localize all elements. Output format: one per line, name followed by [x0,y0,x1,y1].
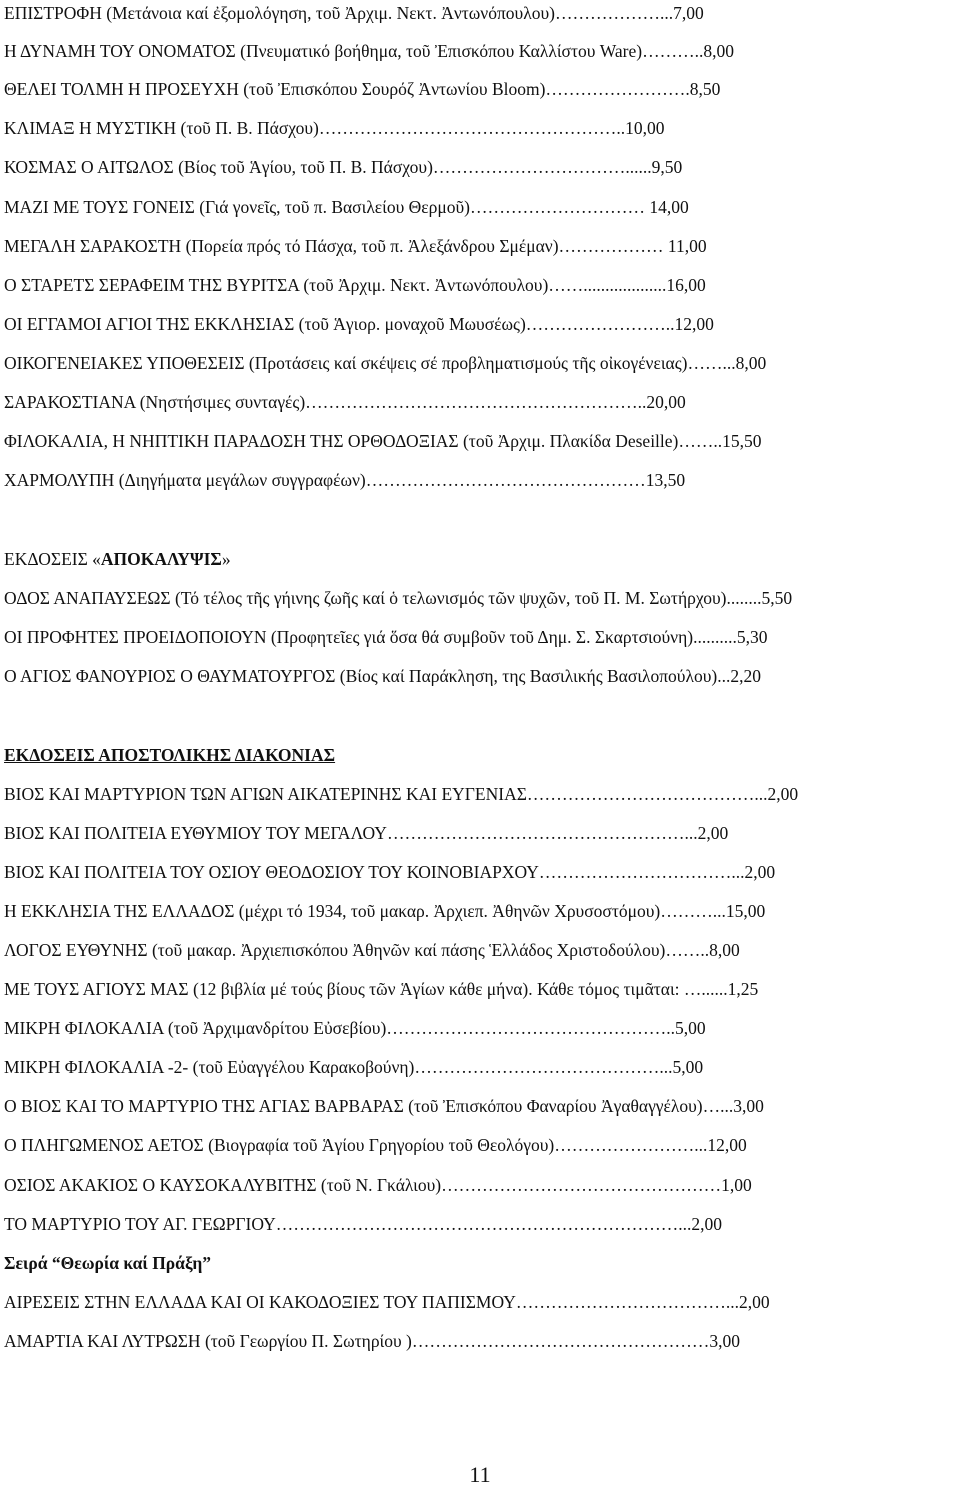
catalog-entry: ΜΕΓΑΛΗ ΣΑΡΑΚΟΣΤΗ (Πορεία πρός τό Πάσχα, τοῦ π. Ἀλεξάνδρου Σμέμαν)……………… 11,00 [4,236,707,256]
catalog-entry: ΘΕΛΕΙ ΤΟΛΜΗ Η ΠΡΟΣΕΥΧΗ (τοῦ Ἐπισκόπου Σουρόζ Ἀντωνίου Bloom)…………………….8,50 [4,79,721,99]
catalog-entry: ΤΟ ΜΑΡΤΥΡΙΟ ΤΟΥ ΑΓ. ΓΕΩΡΓΙΟΥ……………………………………………………………...2,00 [4,1214,722,1234]
heading-prefix: ΕΚΔΟΣΕΙΣ « [4,549,101,569]
catalog-entry: ΛΟΓΟΣ ΕΥΘΥΝΗΣ (τοῦ μακαρ. Ἀρχιεπισκόπου Ἀθηνῶν καί πάσης Ἑλλάδος Χριστοδούλου)……..8,00 [4,940,740,960]
page-number: 11 [469,1462,491,1487]
catalog-entry: Ο ΑΓΙΟΣ ΦΑΝΟΥΡΙΟΣ Ο ΘΑΥΜΑΤΟΥΡΓΟΣ (Βίος καί Παράκληση, της Βασιλικής Βασιλοπούλου)...2,20 [4,666,761,686]
catalog-entry: ΚΛΙΜΑΞ Η ΜΥΣΤΙΚΗ (τοῦ Π. Β. Πάσχου)……………………………………………..10,00 [4,118,665,138]
heading-publisher-name: ΑΠΟΚΑΛΥΨΙΣ [100,549,222,569]
catalog-entry: ΟΙ ΠΡΟΦΗΤΕΣ ΠΡΟΕΙΔΟΠΟΙΟΥΝ (Προφητεῖες γιά ὅσα θά συμβοῦν τοῦ Δημ. Σ. Σκαρτσιούνη)..........5,30 [4,627,768,647]
catalog-entry: ΑΙΡΕΣΕΙΣ ΣΤΗΝ ΕΛΛΑΔΑ ΚΑΙ ΟΙ ΚΑΚΟΔΟΞΙΕΣ ΤΟΥ ΠΑΠΙΣΜΟΥ………………………………...2,00 [4,1292,770,1312]
catalog-entry: ΟΙ ΕΓΓΑΜΟΙ ΑΓΙΟΙ ΤΗΣ ΕΚΚΛΗΣΙΑΣ (τοῦ Ἁγιορ. μοναχοῦ Μωυσέως)……………………..12,00 [4,314,714,334]
catalog-entry: ΧΑΡΜΟΛΥΠΗ (Διηγήματα μεγάλων συγγραφέων)…………………………………………13,50 [4,470,686,490]
catalog-entry: ΒΙΟΣ ΚΑΙ ΜΑΡΤΥΡΙΟΝ ΤΩΝ ΑΓΙΩΝ ΑΙΚΑΤΕΡΙΝΗΣ ΚΑΙ ΕΥΓΕΝΙΑΣ…………………………………...2,00 [4,784,799,804]
catalog-entry: ΜΙΚΡΗ ΦΙΛΟΚΑΛΙΑ -2- (τοῦ Εὐαγγέλου Καρακοβούνη)……………………………………...5,00 [4,1057,704,1077]
catalog-entry: ΟΣΙΟΣ ΑΚΑΚΙΟΣ Ο ΚΑΥΣΟΚΑΛΥΒΙΤΗΣ (τοῦ Ν. Γκάλιου)…………………………………………1,00 [4,1175,752,1195]
catalog-entry: ΦΙΛΟΚΑΛΙΑ, Η ΝΗΠΤΙΚΗ ΠΑΡΑΔΟΣΗ ΤΗΣ ΟΡΘΟΔΟΞΙΑΣ (τοῦ Ἀρχιμ. Πλακίδα Deseille)……..15,50 [4,431,762,451]
catalog-entry: ΟΔΟΣ ΑΝΑΠΑΥΣΕΩΣ (Τό τέλος τῆς γήινης ζωῆς καί ὁ τελωνισμός τῶν ψυχῶν, τοῦ Π. Μ. Σωτήρχου)........5,50 [4,588,793,608]
catalog-entry: ΕΠΙΣΤΡΟΦΗ (Μετάνοια καί ἐξομολόγηση, τοῦ Ἀρχιμ. Νεκτ. Ἀντωνόπουλου)………………...7,00 [4,3,704,23]
catalog-entry: ΜΕ ΤΟΥΣ ΑΓΙΟΥΣ ΜΑΣ (12 βιβλία μέ τούς βίους τῶν Ἁγίων κάθε μήνα). Κάθε τόμος τιμᾶται: …......1,25 [4,979,759,999]
heading-suffix: » [221,549,231,569]
catalog-entry: ΜΑΖΙ ΜΕ ΤΟΥΣ ΓΟΝΕΙΣ (Γιά γονεῖς, τοῦ π. Βασιλείου Θερμοῦ)………………………… 14,00 [4,197,689,217]
catalog-entry: ΜΙΚΡΗ ΦΙΛΟΚΑΛΙΑ (τοῦ Ἀρχιμανδρίτου Εὐσεβίου)…………………………………………..5,00 [4,1018,706,1038]
series-heading: Σειρά “Θεωρία καί Πράξη” [4,1253,212,1273]
catalog-entry: Η ΔΥΝΑΜΗ ΤΟΥ ΟΝΟΜΑΤΟΣ (Πνευματικό βοήθημα, τοῦ Ἐπισκόπου Καλλίστου Ware)………..8,00 [4,41,734,61]
catalog-entry: ΑΜΑΡΤΙΑ ΚΑΙ ΛΥΤΡΩΣΗ (τοῦ Γεωργίου Π. Σωτηρίου )……………………………………………3,00 [4,1331,740,1351]
catalog-entry: Η ΕΚΚΛΗΣΙΑ ΤΗΣ ΕΛΛΑΔΟΣ (μέχρι τό 1934, τοῦ μακαρ. Ἀρχιεπ. Ἀθηνῶν Χρυσοστόμου)………...15,00 [4,901,766,921]
catalog-entry: ΒΙΟΣ ΚΑΙ ΠΟΛΙΤΕΙΑ ΕΥΘΥΜΙΟΥ ΤΟΥ ΜΕΓΑΛΟΥ……………………………………………...2,00 [4,823,729,843]
catalog-entry: ΚΟΣΜΑΣ Ο ΑΙΤΩΛΟΣ (Βίος τοῦ Ἁγίου, τοῦ Π. Β. Πάσχου)……………………………......9,50 [4,157,683,177]
section-heading-apokalypsis [4,548,231,570]
catalog-entry: Ο ΠΛΗΓΩΜΕΝΟΣ ΑΕΤΟΣ (Βιογραφία τοῦ Ἁγίου Γρηγορίου τοῦ Θεολόγου)……………………...12,00 [4,1135,747,1155]
catalog-entry: ΒΙΟΣ ΚΑΙ ΠΟΛΙΤΕΙΑ ΤΟΥ ΟΣΙΟΥ ΘΕΟΔΟΣΙΟΥ ΤΟΥ ΚΟΙΝΟΒΙΑΡΧΟΥ……………………………...2,00 [4,862,776,882]
catalog-entry: Ο ΣΤΑΡΕΤΣ ΣΕΡΑΦΕΙΜ ΤΗΣ ΒΥΡΙΤΣΑ (τοῦ Ἀρχιμ. Νεκτ. Ἀντωνόπουλου)……...................16,00 [4,275,706,295]
catalog-entry: ΟΙΚΟΓΕΝΕΙΑΚΕΣ ΥΠΟΘΕΣΕΙΣ (Προτάσεις καί σκέψεις σέ προβληματισμούς τῆς οἰκογένειας)……...8,00 [4,353,767,373]
catalog-entry: ΣΑΡΑΚΟΣΤΙΑΝΑ (Νηστήσιμες συνταγές)…………………………………………………..20,00 [4,392,686,412]
catalog-entry: Ο ΒΙΟΣ ΚΑΙ ΤΟ ΜΑΡΤΥΡΙΟ ΤΗΣ ΑΓΙΑΣ ΒΑΡΒΑΡΑΣ (τοῦ Ἐπισκόπου Φαναρίου Ἀγαθαγγέλου)…...3,00 [4,1096,764,1116]
section-heading-apostoliki-diakonia: ΕΚΔΟΣΕΙΣ ΑΠΟΣΤΟΛΙΚΗΣ ΔΙΑΚΟΝΙΑΣ [4,745,336,765]
